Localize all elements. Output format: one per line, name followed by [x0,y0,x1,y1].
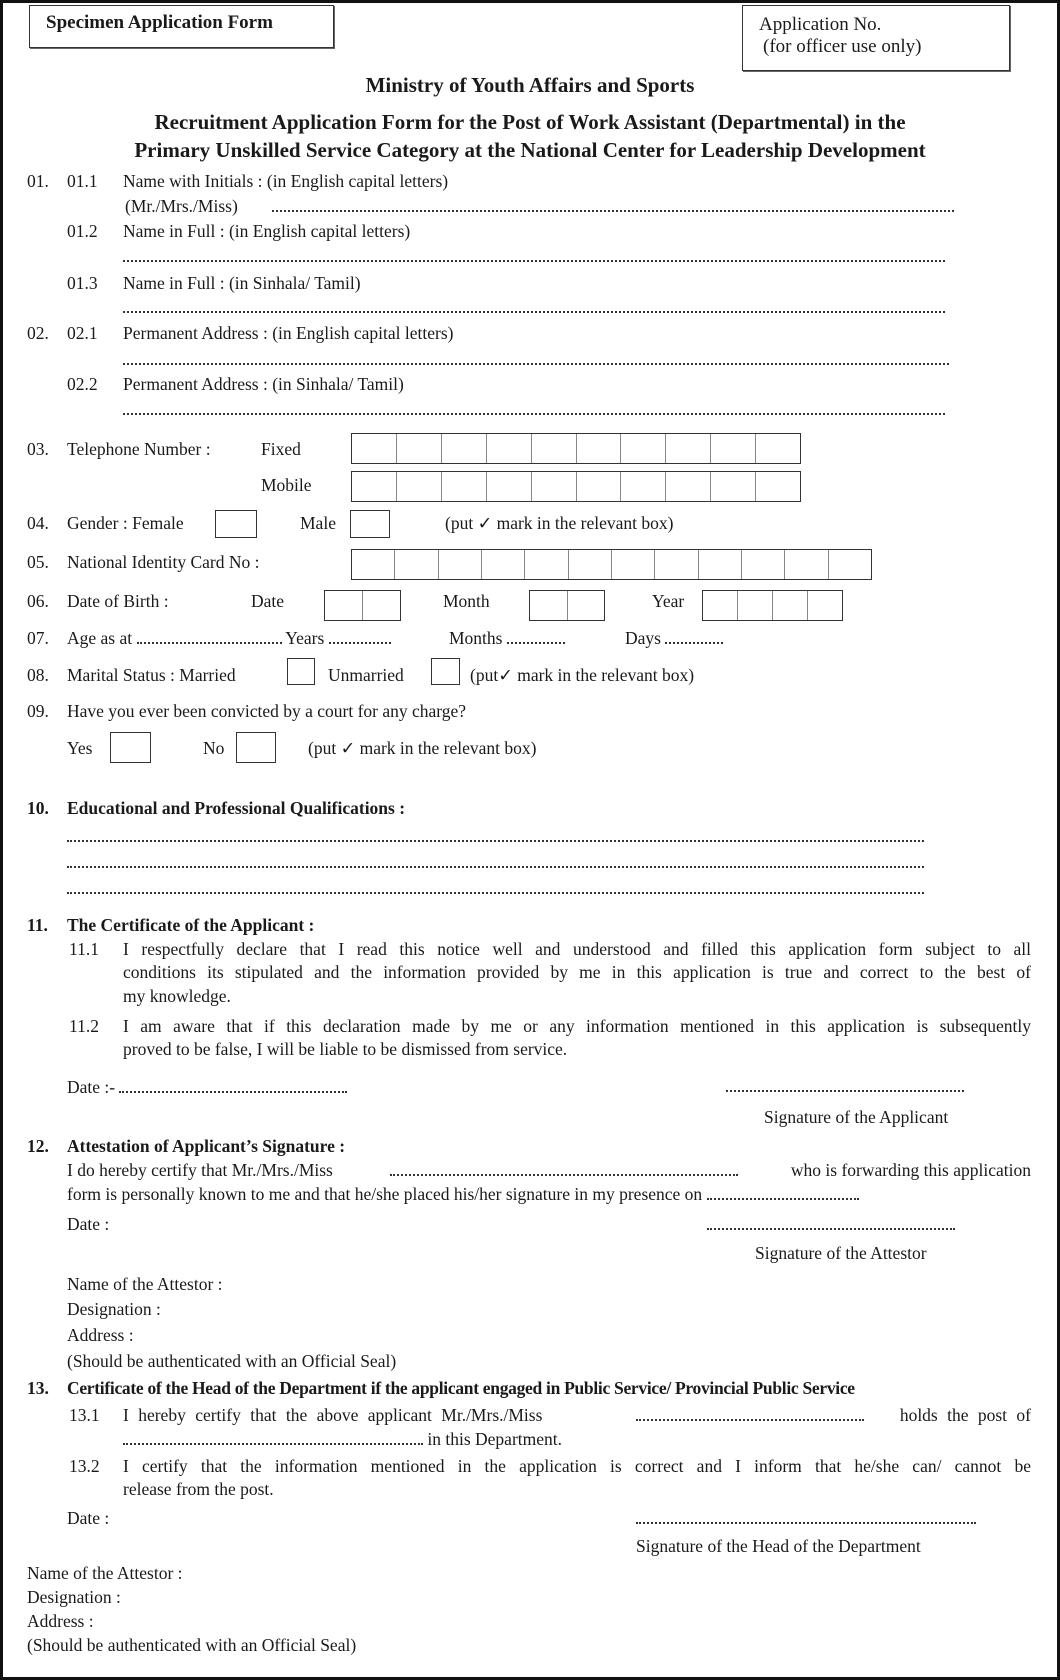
q01-1-label: Name with Initials : (in English capital letters) [123,171,449,191]
digit-cell[interactable] [710,472,755,501]
nic-boxes[interactable] [351,549,872,580]
q01-1-title-prefix: (Mr./Mrs./Miss) [125,196,238,216]
months-field[interactable] [507,628,565,644]
q05-number: 05. [27,552,49,572]
months-group [449,628,565,648]
q12-line1-end: who is forwarding this application [790,1160,1031,1180]
head-attestor-name-label: Name of the Attestor : [27,1563,183,1583]
post-name-field[interactable] [123,1429,423,1445]
specimen-label: Specimen Application Form [46,12,273,33]
digit-cell[interactable] [352,434,396,463]
ministry-title: Ministry of Youth Affairs and Sports [365,73,695,97]
q13-1-line2 [123,1429,562,1449]
no-label: No [203,738,225,758]
married-checkbox[interactable] [287,658,315,685]
digit-cell[interactable] [665,472,710,501]
q13-1-end: holds the post of [899,1405,1031,1425]
q10-number: 10. [27,798,49,818]
digit-cell[interactable] [396,434,441,463]
attestor-designation-label: Designation : [67,1299,161,1319]
q09-note: (put ✓ mark in the relevant box) [308,738,537,758]
q05-label: National Identity Card No : [67,552,260,572]
qualifications-line-2[interactable] [67,866,924,868]
days-field[interactable] [665,628,723,644]
digit-cell[interactable] [441,434,486,463]
q11-number: 11. [27,915,48,935]
dob-month-boxes[interactable] [529,590,605,621]
applicant-signature-field[interactable] [726,1090,964,1092]
q02-number: 02. [27,323,49,343]
digit-cell[interactable] [737,591,772,620]
digit-cell[interactable] [394,550,437,579]
digit-cell[interactable] [481,550,524,579]
digit-cell[interactable] [568,550,611,579]
q11-1-line: conditions its stipulated and the information provided by me in this application is true and correct to the best of [123,962,1031,982]
q07-number: 07. [27,628,49,648]
digit-cell[interactable] [611,550,654,579]
digit-cell[interactable] [620,472,665,501]
q13-2-line: I certify that the information mentioned in the application is correct and I inform that he/she can/ cannot be [123,1456,1031,1476]
signature-presence-date-field[interactable] [707,1184,859,1200]
head-designation-label: Designation : [27,1587,121,1607]
digit-cell[interactable] [741,550,784,579]
digit-cell[interactable] [576,472,621,501]
digit-cell[interactable] [828,550,871,579]
address-sinhala-field[interactable] [123,413,945,415]
head-address-label: Address : [27,1611,94,1631]
q08-note: (put✓ mark in the relevant box) [470,665,695,685]
digit-cell[interactable] [772,591,807,620]
qualifications-line-1[interactable] [67,840,924,842]
digit-cell[interactable] [576,434,621,463]
q12-label: Attestation of Applicant’s Signature : [67,1136,346,1156]
q01-3-label: Name in Full : (in Sinhala/ Tamil) [123,273,361,293]
q13-number: 13. [27,1378,49,1398]
age-as-at-field[interactable] [137,628,282,644]
digit-cell[interactable] [530,591,567,620]
q01-2-label: Name in Full : (in English capital letters) [123,221,411,241]
attestor-signature-field[interactable] [707,1228,955,1230]
q12-line2 [67,1184,859,1204]
fixed-label: Fixed [261,439,301,459]
applicant-signature-label: Signature of the Applicant [764,1107,949,1127]
digit-cell[interactable] [755,472,800,501]
q13-label: Certificate of the Head of the Department if the applicant engaged in Public Service/ Provincial Public Service [67,1378,855,1398]
q09-label: Have you ever been convicted by a court for any charge? [67,701,467,721]
attested-applicant-name-field[interactable] [390,1174,738,1176]
address-english-field[interactable] [123,363,949,365]
head-cert-applicant-name-field[interactable] [636,1419,864,1421]
yes-checkbox[interactable] [110,732,151,763]
age-as-at-label: Age as at [67,628,133,648]
dob-year-label: Year [652,591,685,611]
q10-label: Educational and Professional Qualifications : [67,798,406,818]
q13-2-number: 13.2 [69,1456,100,1476]
q07-row [67,628,391,648]
digit-cell[interactable] [703,591,737,620]
q12-number: 12. [27,1136,49,1156]
digit-cell[interactable] [665,434,710,463]
digit-cell[interactable] [807,591,842,620]
digit-cell[interactable] [531,472,576,501]
q11-1-line: I respectfully declare that I read this notice well and understood and filled this application form subject to all [123,939,1031,959]
form-title-line2: Primary Unskilled Service Category at the National Center for Leadership Development [134,138,926,162]
q03-label: Telephone Number : [67,439,211,459]
dob-date-label: Date [251,591,285,611]
digit-cell[interactable] [396,472,441,501]
digit-cell[interactable] [441,472,486,501]
q11-2-line: I am aware that if this declaration made by me or any information mentioned in this application is subsequently [123,1016,1031,1036]
attestor-date-label: Date : [67,1214,110,1234]
digit-cell[interactable] [620,434,665,463]
fixed-phone-boxes[interactable] [351,433,801,464]
digit-cell[interactable] [755,434,800,463]
officer-use-label: (for officer use only) [763,36,922,57]
years-field[interactable] [329,628,391,644]
q11-2-number: 11.2 [69,1016,99,1036]
application-no-label: Application No. [759,14,882,35]
form-title-line1: Recruitment Application Form for the Post of Work Assistant (Departmental) in the [154,110,906,134]
digit-cell[interactable] [486,434,531,463]
mobile-label: Mobile [261,475,312,495]
q02-2-label: Permanent Address : (in Sinhala/ Tamil) [123,374,404,394]
application-no-box [742,5,1010,71]
digit-cell[interactable] [710,434,755,463]
q04-label: Gender : Female [67,513,184,533]
head-date-label: Date : [67,1508,110,1528]
applicant-date-field[interactable] [119,1077,347,1093]
head-seal-note: (Should be authenticated with an Official Seal) [27,1635,357,1655]
name-full-sinhala-field[interactable] [123,311,945,313]
days-group [625,628,723,648]
digit-cell[interactable] [438,550,481,579]
q13-1-line2-text: in this Department. [427,1429,563,1449]
mobile-phone-boxes[interactable] [351,471,801,502]
q01-1-number: 01.1 [67,171,98,191]
name-full-english-field[interactable] [123,260,945,262]
dob-year-boxes[interactable] [702,590,843,621]
q06-label: Date of Birth : [67,591,169,611]
years-label: Years [285,628,325,648]
days-label: Days [625,628,661,648]
q08-label: Marital Status : Married [67,665,236,685]
attestor-address-label: Address : [67,1325,134,1345]
head-signature-label: Signature of the Head of the Department [636,1536,921,1556]
unmarried-label: Unmarried [328,665,404,685]
q01-number: 01. [27,171,49,191]
specimen-label-box [29,5,334,48]
q09-number: 09. [27,701,49,721]
digit-cell[interactable] [352,472,396,501]
dob-month-label: Month [443,591,490,611]
q01-2-number: 01.2 [67,221,98,241]
q13-1-number: 13.1 [69,1405,100,1425]
yes-label: Yes [67,738,93,758]
q12-line1-start: I do hereby certify that Mr./Mrs./Miss [67,1160,333,1180]
male-label: Male [300,513,336,533]
q01-3-number: 01.3 [67,273,98,293]
q11-2-line: proved to be false, I will be liable to be dismissed from service. [123,1039,568,1059]
q11-1-number: 11.1 [69,939,99,959]
attestor-seal-note: (Should be authenticated with an Official Seal) [67,1351,397,1371]
digit-cell[interactable] [325,591,362,620]
q02-1-label: Permanent Address : (in English capital letters) [123,323,454,343]
q13-1-start: I hereby certify that the above applicant Mr./Mrs./Miss [123,1405,543,1425]
q13-2-line: release from the post. [123,1479,274,1499]
digit-cell[interactable] [784,550,827,579]
q08-number: 08. [27,665,49,685]
digit-cell[interactable] [654,550,697,579]
qualifications-line-3[interactable] [67,892,924,894]
dob-date-boxes[interactable] [324,590,401,621]
q04-note: (put ✓ mark in the relevant box) [445,513,674,533]
q02-2-number: 02.2 [67,374,98,394]
unmarried-checkbox[interactable] [431,658,460,685]
months-label: Months [449,628,503,648]
q11-1-line: my knowledge. [123,986,231,1006]
digit-cell[interactable] [352,550,394,579]
male-checkbox[interactable] [350,510,390,538]
digit-cell[interactable] [486,472,531,501]
q12-line2-text: form is personally known to me and that he/she placed his/her signature in my presence on [67,1184,703,1204]
q11-label: The Certificate of the Applicant : [67,915,315,935]
q04-number: 04. [27,513,49,533]
applicant-date-group [67,1077,347,1097]
digit-cell[interactable] [698,550,741,579]
q03-number: 03. [27,439,49,459]
attestor-name-label: Name of the Attestor : [67,1274,223,1294]
name-initials-field[interactable] [272,210,954,212]
q02-1-number: 02.1 [67,323,98,343]
attestor-signature-label: Signature of the Attestor [755,1243,927,1263]
no-checkbox[interactable] [236,732,276,763]
female-checkbox[interactable] [215,510,257,538]
digit-cell[interactable] [567,591,605,620]
digit-cell[interactable] [524,550,567,579]
q06-number: 06. [27,591,49,611]
digit-cell[interactable] [531,434,576,463]
applicant-date-label: Date :- [67,1077,116,1097]
head-signature-field[interactable] [636,1522,976,1524]
digit-cell[interactable] [362,591,400,620]
